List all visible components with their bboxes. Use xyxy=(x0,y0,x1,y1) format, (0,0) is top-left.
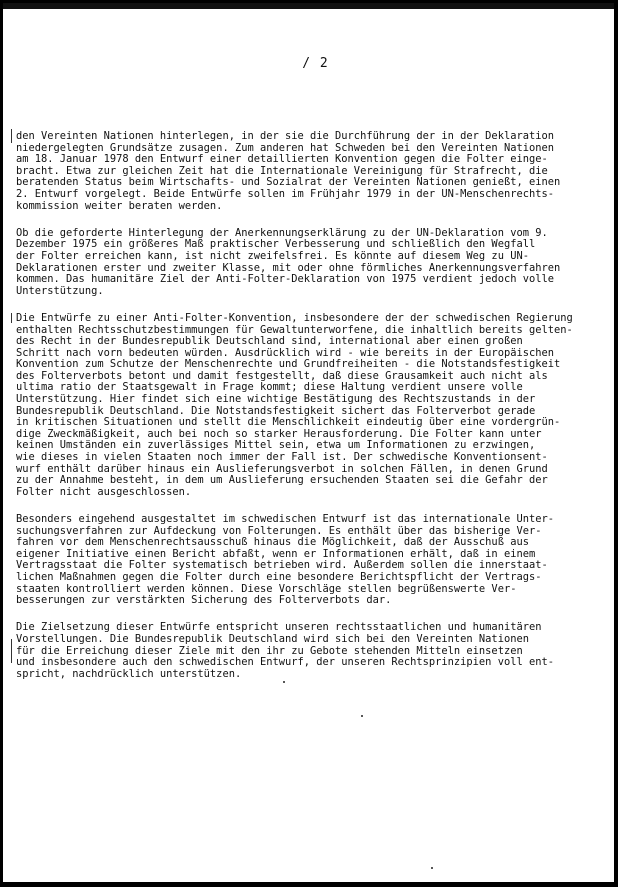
text-line: Die Entwürfe zu einer Anti-Folter-Konvention, insbesondere der der schwedischen Regierung xyxy=(16,311,573,324)
paragraph xyxy=(16,131,601,212)
text-line: 2. Entwurf vorgelegt. Beide Entwürfe sollen im Frühjahr 1979 in der UN-Menschenrechts- xyxy=(16,187,554,200)
text-line: wie dieses in vielen Staaten noch immer der Fall ist. Der schwedische Konventionsent- xyxy=(16,451,548,464)
text-line: Unterstützung. xyxy=(16,284,104,297)
scan-speck xyxy=(361,715,363,717)
text-line: Vertragsstaat die Folter systematisch betrieben wird. Außerdem sollen die innerstaat- xyxy=(16,559,548,572)
text-line: Konvention zum Schutze der Menschenrechte und Grundfreiheiten - die Notstandsfestigkeit xyxy=(16,358,561,371)
margin-mark xyxy=(11,639,12,663)
text-line: Unterstützung. Hier findet sich eine wichtige Bestätigung des Rechtszustands in der xyxy=(16,393,536,406)
text-line: besserungen zur verstärkten Sicherung des Folterverbots dar. xyxy=(16,594,392,607)
text-line: fahren vor dem Menschenrechtsausschuß hinaus die Möglichkeit, daß der Ausschuß aus xyxy=(16,536,529,549)
text-line: Besonders eingehend ausgestaltet im schwedischen Entwurf ist das internationale Unter- xyxy=(16,513,554,525)
text-line: den Vereinten Nationen hinterlegen, in der sie die Durchführung der in der Deklaration xyxy=(16,130,554,142)
text-line: bracht. Etwa zur gleichen Zeit hat die Internationale Vereinigung für Strafrecht, die xyxy=(16,164,548,177)
text-line: des Folterverbots betont und damit festgestellt, daß diese Grausamkeit auch nicht als xyxy=(16,369,548,382)
text-line: Dezember 1975 ein größeres Maß praktischer Verbesserung und schließlich den Wegfall xyxy=(16,238,536,251)
text-line: Vorstellungen. Die Bundesrepublik Deutschland wird sich bei den Vereinten Nationen xyxy=(16,632,529,645)
text-line: beratenden Status beim Wirtschafts- und Sozialrat der Vereinten Nationen genießt, einen xyxy=(16,176,561,189)
text-line: eigener Initiative einen Bericht abfaßt, wenn er Informationen erhält, daß in einem xyxy=(16,547,536,560)
text-line: zu der Annahme besteht, in dem um Auslieferung ersuchenden Staaten sei die Gefahr der xyxy=(16,474,548,487)
text-line: ultima ratio der Staatsgewalt in Frage kommt; diese Haltung verdient unsere volle xyxy=(16,381,523,394)
text-line: Schritt nach vorn bedeuten würden. Ausdrücklich wird - wie bereits in der Europäischen xyxy=(16,346,554,359)
margin-mark xyxy=(11,313,12,323)
paragraph xyxy=(16,514,601,607)
text-line: des Recht in der Bundesrepublik Deutschland sind, international aber einen großen xyxy=(16,335,523,348)
text-line: kommission weiter beraten werden. xyxy=(16,199,223,212)
text-line: staaten kontrolliert werden können. Diese Vorschläge stellen begrüßenswerte Ver- xyxy=(16,582,517,595)
text-line: Bundesrepublik Deutschland. Die Notstandsfestigkeit sichert das Folterverbot gerade xyxy=(16,404,536,417)
text-line: wurf enthält darüber hinaus ein Auslieferungsverbot in solchen Fällen, in denen Grund xyxy=(16,462,548,475)
page-number: / 2 xyxy=(302,56,329,71)
text-line: kommen. Das humanitäre Ziel der Anti-Folter-Deklaration von 1975 verdient jedoch volle xyxy=(16,273,554,286)
text-line: der Folter erreichen kann, ist nicht zweifelsfrei. Es könnte auf diesem Weg zu UN- xyxy=(16,249,529,262)
text-line: Deklarationen erster und zweiter Klasse, mit oder ohne förmliches Anerkennungsverfahren xyxy=(16,261,561,274)
text-line: suchungsverfahren zur Aufdeckung von Folterungen. Es enthält über das bisherige Ver- xyxy=(16,524,542,537)
scan-speck xyxy=(431,867,433,869)
text-line: Die Zielsetzung dieser Entwürfe entspricht unseren rechtsstaatlichen und humanitären xyxy=(16,621,542,634)
text-line: am 18. Januar 1978 den Entwurf einer detaillierten Konvention gegen die Folter einge- xyxy=(16,153,548,166)
paragraph xyxy=(16,622,601,680)
text-line: Ob die geforderte Hinterlegung der Anerkennungserklärung zu der UN-Deklaration vom 9. xyxy=(16,226,548,239)
text-line: in kritischen Situationen und stellt die Menschlichkeit eindeutig über eine vordergrün- xyxy=(16,416,561,429)
paragraph xyxy=(16,313,601,499)
body-text xyxy=(16,131,601,696)
text-line: lichen Maßnahmen gegen die Folter durch eine besondere Berichtspflicht der Vertrags- xyxy=(16,570,542,583)
text-line: keinen Umständen ein zuverlässiges Mittel sein, etwa um Informationen zu erzwingen, xyxy=(16,439,536,452)
text-line: Folter nicht ausgeschlossen. xyxy=(16,485,192,498)
document-page xyxy=(3,3,614,882)
text-line: niedergelegten Grundsätze zusagen. Zum anderen hat Schweden bei den Vereinten Nationen xyxy=(16,141,554,154)
text-line: und insbesondere auch den schwedischen Entwurf, der unseren Rechtsprinzipien voll ent- xyxy=(16,656,554,669)
scan-speck xyxy=(283,681,285,683)
paragraph xyxy=(16,228,601,298)
text-line: enthalten Rechtsschutzbestimmungen für Gewaltunterworfene, die inhaltlich bereits gelten- xyxy=(16,323,573,336)
text-line: dige Zweckmäßigkeit, auch bei noch so starker Herausforderung. Die Folter kann unter xyxy=(16,427,542,440)
text-line: für die Erreichung dieser Ziele mit den ihr zu Gebote stehenden Mitteln einsetzen xyxy=(16,644,523,657)
scan-edge xyxy=(3,3,614,9)
margin-mark xyxy=(11,129,12,143)
text-line: spricht, nachdrücklich unterstützen. xyxy=(16,667,242,680)
